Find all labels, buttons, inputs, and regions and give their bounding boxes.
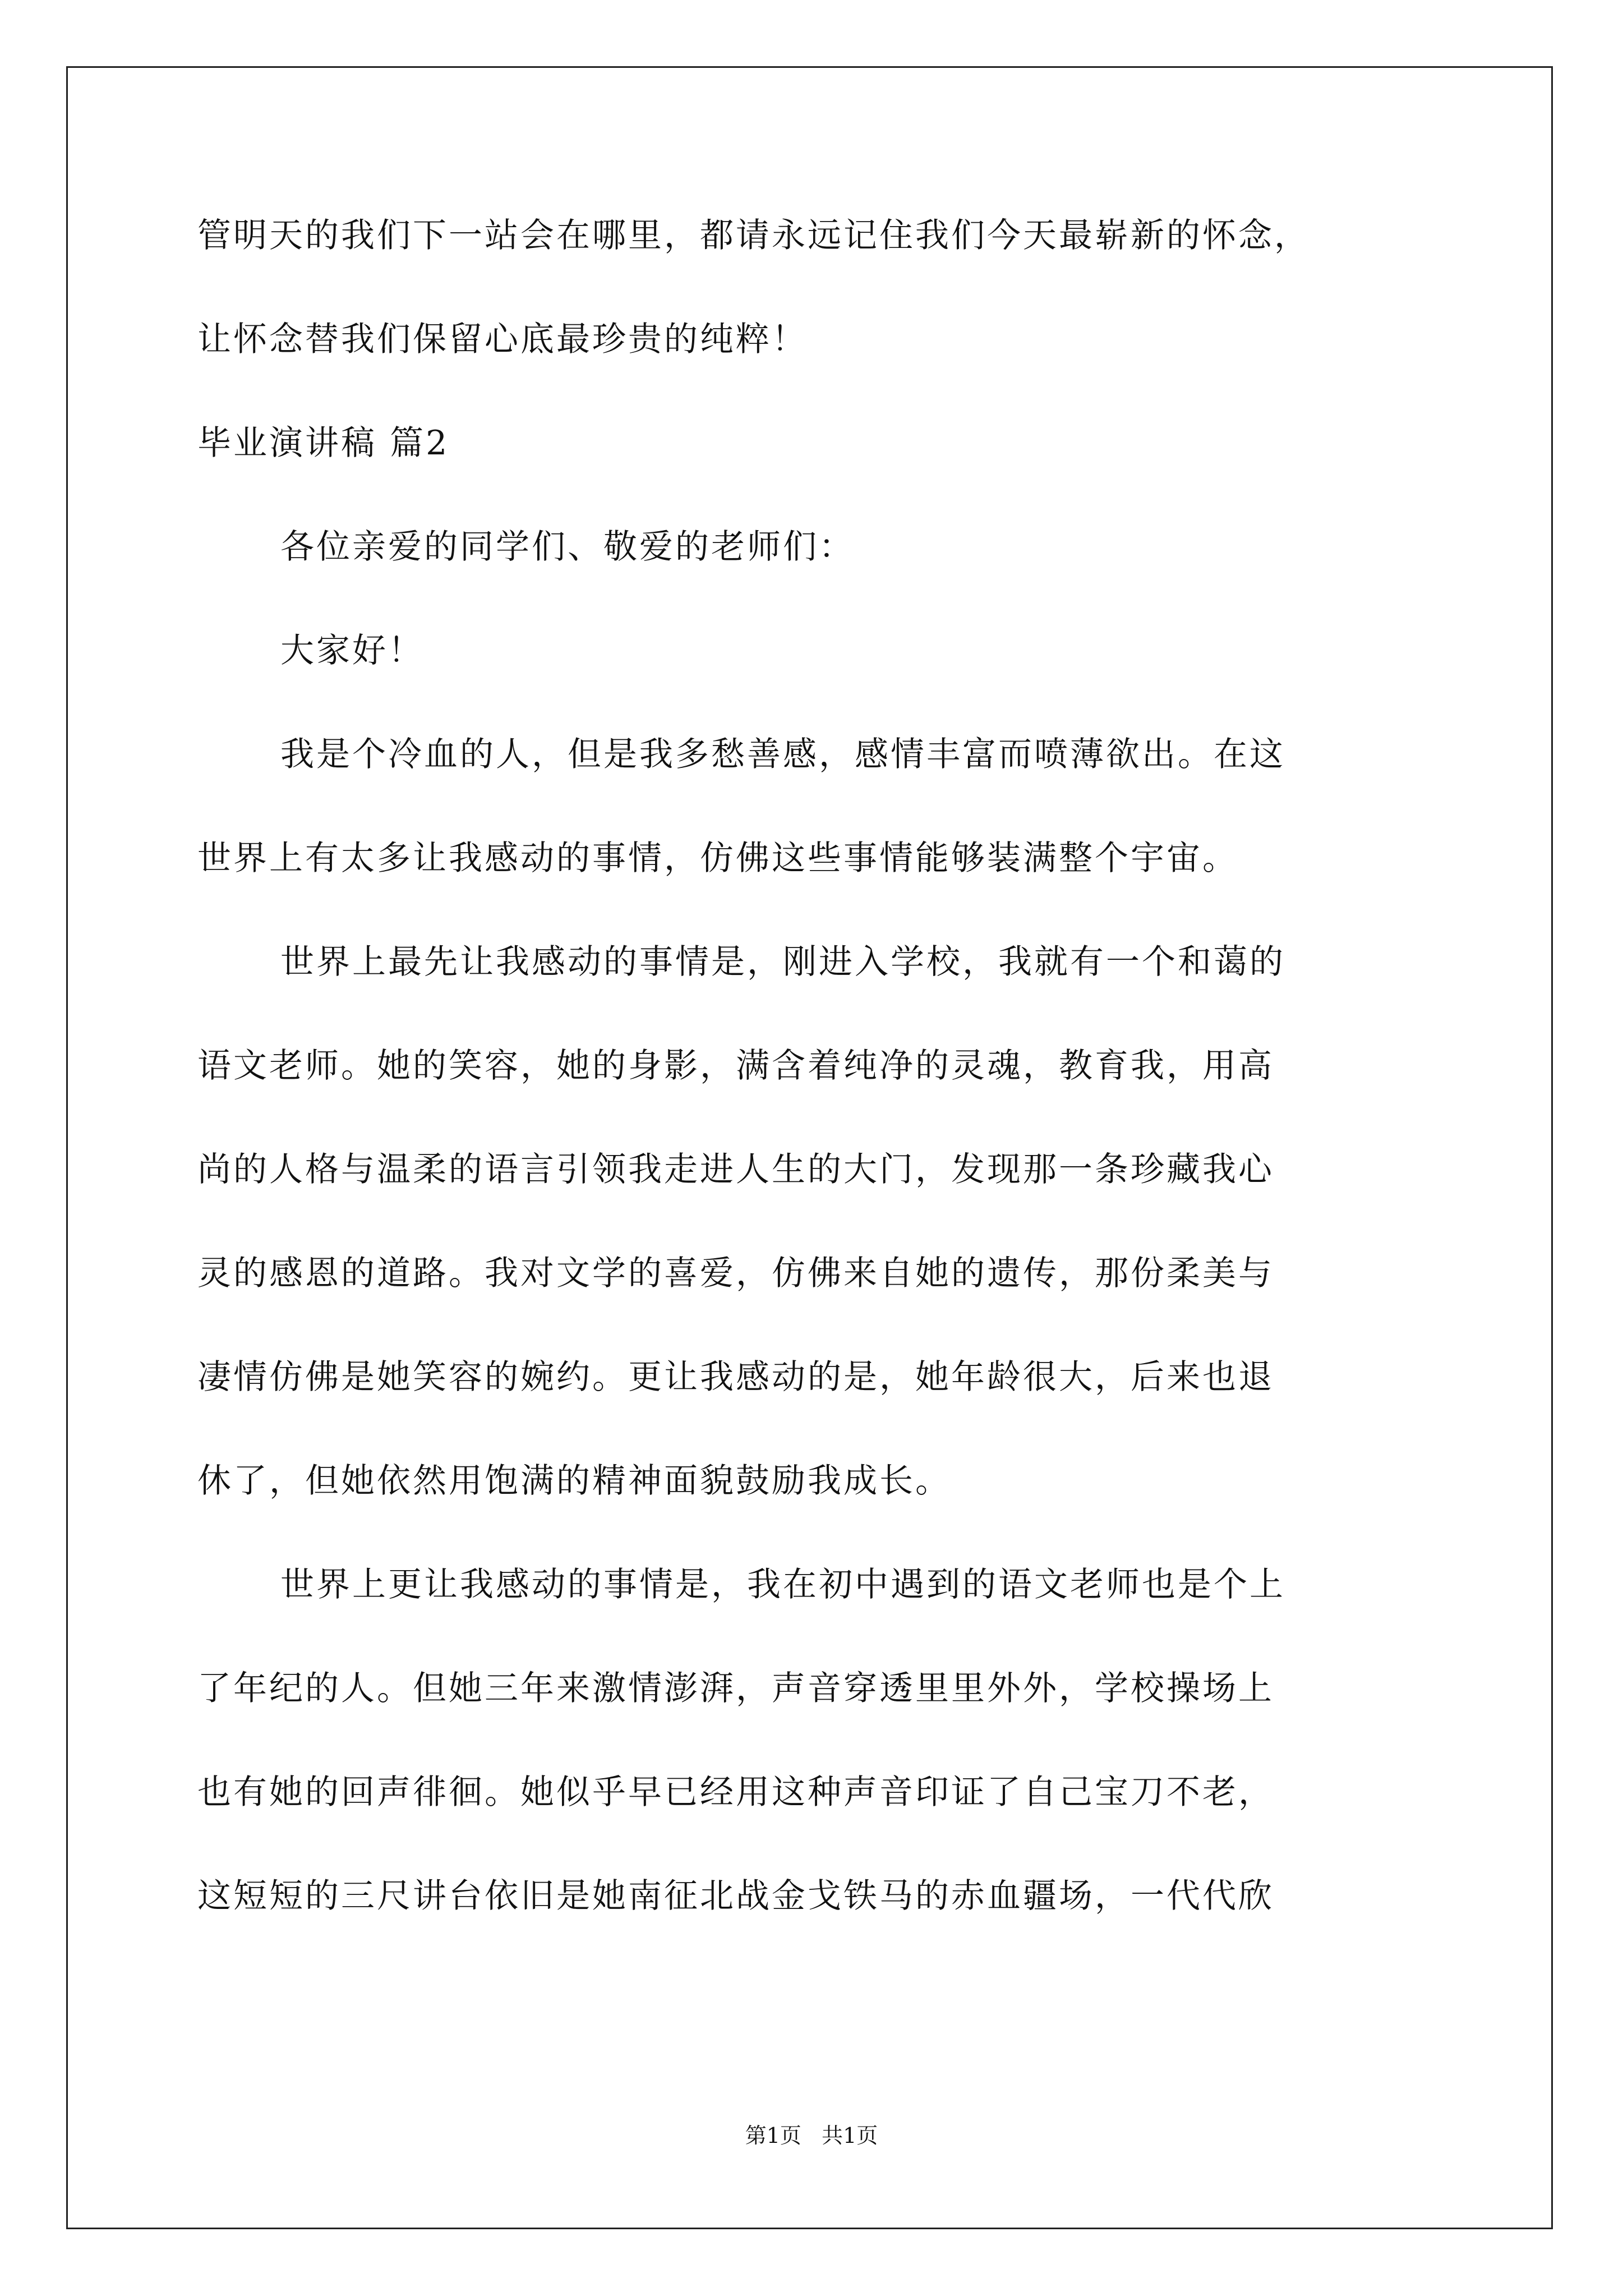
text-line-16: 也有她的回声徘徊。她似乎早已经用这种声音印证了自己宝刀不老，: [197, 1773, 1274, 1812]
text-line-1: 管明天的我们下一站会在哪里，都请永远记住我们今天最崭新的怀念，: [197, 216, 1310, 255]
text-line-2: 让怀念替我们保留心底最珍贵的纯粹！: [197, 320, 808, 359]
text-line-12: 凄情仿佛是她笑容的婉约。更让我感动的是，她年龄很大，后来也退: [197, 1358, 1274, 1397]
text-line-13: 休了，但她依然用饱满的精神面貌鼓励我成长。: [197, 1461, 951, 1501]
salutation: 各位亲爱的同学们、敬爱的老师们：: [280, 527, 855, 567]
text-line-17: 这短短的三尺讲台依旧是她南征北战金戈铁马的赤血疆场，一代代欣: [197, 1876, 1274, 1916]
text-line-15: 了年纪的人。但她三年来激情澎湃，声音穿透里里外外，学校操场上: [197, 1669, 1274, 1708]
greeting: 大家好！: [280, 631, 424, 670]
text-line-9: 语文老师。她的笑容，她的身影，满含着纯净的灵魂，教育我，用高: [197, 1046, 1274, 1085]
text-line-8: 世界上最先让我感动的事情是，刚进入学校，我就有一个和蔼的: [280, 942, 1285, 982]
text-line-14: 世界上更让我感动的事情是，我在初中遇到的语文老师也是个上: [280, 1565, 1285, 1604]
page-footer: 第1页 共1页: [745, 2123, 878, 2148]
text-line-11: 灵的感恩的道路。我对文学的喜爱，仿佛来自她的遗传，那份柔美与: [197, 1254, 1274, 1293]
text-line-6: 我是个冷血的人，但是我多愁善感，感情丰富而喷薄欲出。在这: [280, 735, 1285, 774]
text-line-10: 尚的人格与温柔的语言引领我走进人生的大门，发现那一条珍藏我心: [197, 1150, 1274, 1189]
text-line-7: 世界上有太多让我感动的事情，仿佛这些事情能够装满整个宇宙。: [197, 839, 1238, 878]
section-heading: 毕业演讲稿 篇2: [197, 424, 450, 463]
